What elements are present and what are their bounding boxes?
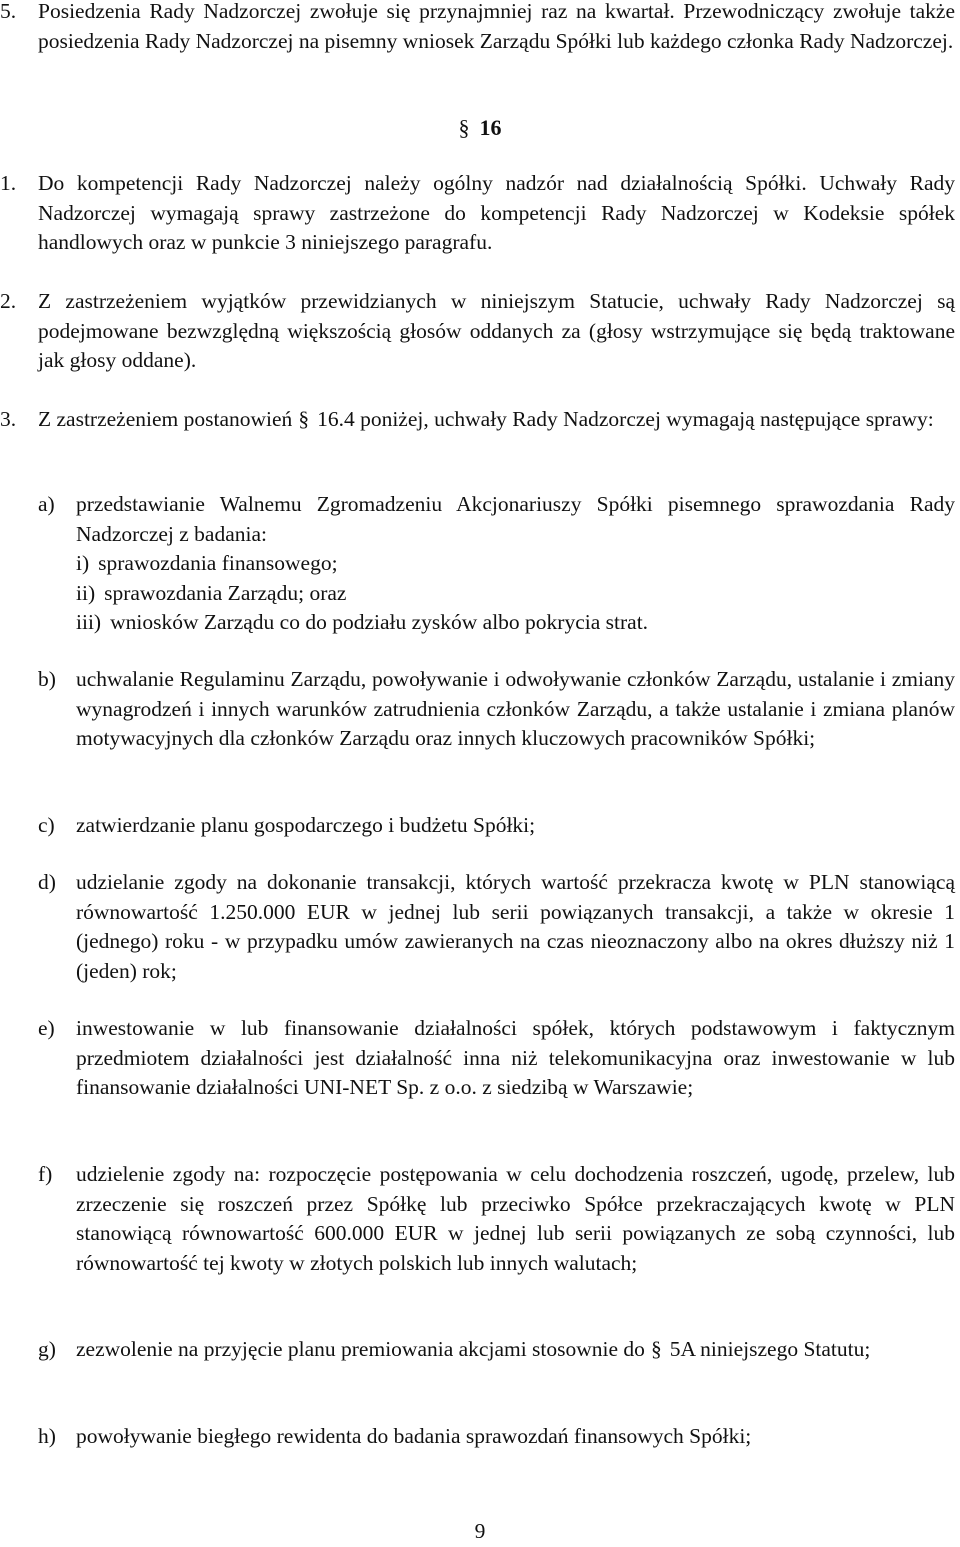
- item-d: [38, 868, 955, 986]
- paragraph-number: 1.: [0, 171, 17, 195]
- paragraph-text: Do kompetencji Rady Nadzorczej należy ogólny nadzór nad działalnością Spółki. Uchwały Rady Nadzorczej wymagają sprawy zastrzeżone do kompetencji Rady Nadzorczej w Kodeksie spółek handlowych oraz w punkcie 3 niniejszego paragrafu.: [38, 171, 955, 254]
- section-number: 16: [479, 115, 502, 140]
- item-letter: d): [38, 870, 56, 894]
- item-c: [38, 811, 955, 841]
- item-letter: a): [38, 492, 55, 516]
- sub-item: [76, 579, 955, 609]
- section-sign: §: [650, 1337, 662, 1361]
- sub-item-text: wniosków Zarządu co do podziału zysków albo pokrycia strat.: [110, 610, 649, 634]
- item-text: udzielenie zgody na: rozpoczęcie postępowania w celu dochodzenia roszczeń, ugodę, przelew, lub zrzeczenie się roszczeń przez Spółkę lub przeciwko Spółce przekraczających kwotę w PLN stanowiącą równowartość 600.000 EUR w jednej lub serii powiązanych ze sobą czynności, lub równowartość tej kwoty w złotych polskich lub innych walutach;: [76, 1162, 955, 1275]
- item-text: zatwierdzanie planu gospodarczego i budżetu Spółki;: [76, 813, 536, 837]
- sub-item-number: ii): [76, 580, 96, 605]
- sub-item-number: i): [76, 551, 90, 575]
- paragraph-3: [0, 405, 955, 435]
- item-text-before: zezwolenie na przyjęcie planu premiowania akcjami stosownie do: [76, 1337, 645, 1361]
- item-letter: e): [38, 1016, 55, 1040]
- item-letter: c): [38, 813, 55, 837]
- item-h: [38, 1422, 955, 1452]
- item-text: uchwalanie Regulaminu Zarządu, powoływanie i odwoływanie członków Zarządu, ustalanie i zmiany wynagrodzeń i innych warunków zatrudnienia członków Zarządu, a także ustalanie i zmiana planów motywacyjnych dla członków Zarządu oraz innych kluczowych pracowników Spółki;: [76, 667, 955, 750]
- item-a: [38, 490, 955, 638]
- paragraph-2: [0, 287, 955, 376]
- item-g: [38, 1335, 955, 1365]
- paragraph-text-before: Z zastrzeżeniem postanowień: [38, 407, 293, 431]
- paragraph-5: [0, 0, 955, 56]
- paragraph-text-after: 16.4 poniżej, uchwały Rady Nadzorczej wymagają następujące sprawy:: [317, 407, 934, 431]
- item-text: przedstawianie Walnemu Zgromadzeniu Akcjonariuszy Spółki pisemnego sprawozdania Rady Nadzorczej z badania:: [76, 492, 955, 546]
- item-letter: g): [38, 1337, 56, 1361]
- section-heading: [0, 113, 960, 143]
- item-f: [38, 1160, 955, 1278]
- item-letter: h): [38, 1424, 56, 1448]
- item-text: inwestowanie w lub finansowanie działalności spółek, których podstawowym i faktycznym przedmiotem działalności jest działalność inna niż telekomunikacyjna oraz inwestowanie w lub finansowanie działalności UNI-NET Sp. z o.o. z siedzibą w Warszawie;: [76, 1016, 955, 1099]
- sub-item: [76, 608, 955, 638]
- paragraph-1: [0, 169, 955, 258]
- paragraph-text: [38, 405, 955, 435]
- item-b: [38, 665, 955, 754]
- page-number: 9: [474, 1519, 486, 1543]
- item-letter: b): [38, 667, 56, 691]
- item-letter: f): [38, 1162, 53, 1186]
- paragraph-number: 3.: [0, 407, 17, 431]
- paragraph-number: 2.: [0, 289, 17, 313]
- item-e: [38, 1014, 955, 1103]
- item-content: [76, 490, 955, 638]
- item-text: udzielanie zgody na dokonanie transakcji, których wartość przekracza kwotę w PLN stanowiącą równowartość 1.250.000 EUR w jednej lub serii powiązanych transakcji, a także w okresie 1 (jednego) roku - w przypadku umów zawieranych na czas nieoznaczony albo na okres dłuższy niż 1 (jeden) rok;: [76, 870, 955, 983]
- item-text: [76, 1335, 955, 1365]
- item-text: powoływanie biegłego rewidenta do badania sprawozdań finansowych Spółki;: [76, 1424, 752, 1448]
- sub-item-number: iii): [76, 610, 102, 634]
- sub-item-text: sprawozdania Zarządu; oraz: [104, 580, 347, 605]
- paragraph-text: Posiedzenia Rady Nadzorczej zwołuje się przynajmniej raz na kwartał. Przewodniczący zwołuje także posiedzenia Rady Nadzorczej na pisemny wniosek Zarządu Spółki lub każdego członka Rady Nadzorczej.: [38, 0, 955, 53]
- section-sign: §: [298, 407, 310, 431]
- paragraph-text: Z zastrzeżeniem wyjątków przewidzianych w niniejszym Statucie, uchwały Rady Nadzorczej są podejmowane bezwzględną większością głosów oddanych za (głosy wstrzymujące się będą traktowane jak głosy oddane).: [38, 289, 955, 372]
- section-sign: §: [458, 115, 470, 140]
- sub-item-text: sprawozdania finansowego;: [98, 551, 338, 575]
- sub-item: [76, 549, 955, 579]
- item-text-after: 5A niniejszego Statutu;: [669, 1337, 871, 1361]
- paragraph-number: 5.: [0, 0, 17, 23]
